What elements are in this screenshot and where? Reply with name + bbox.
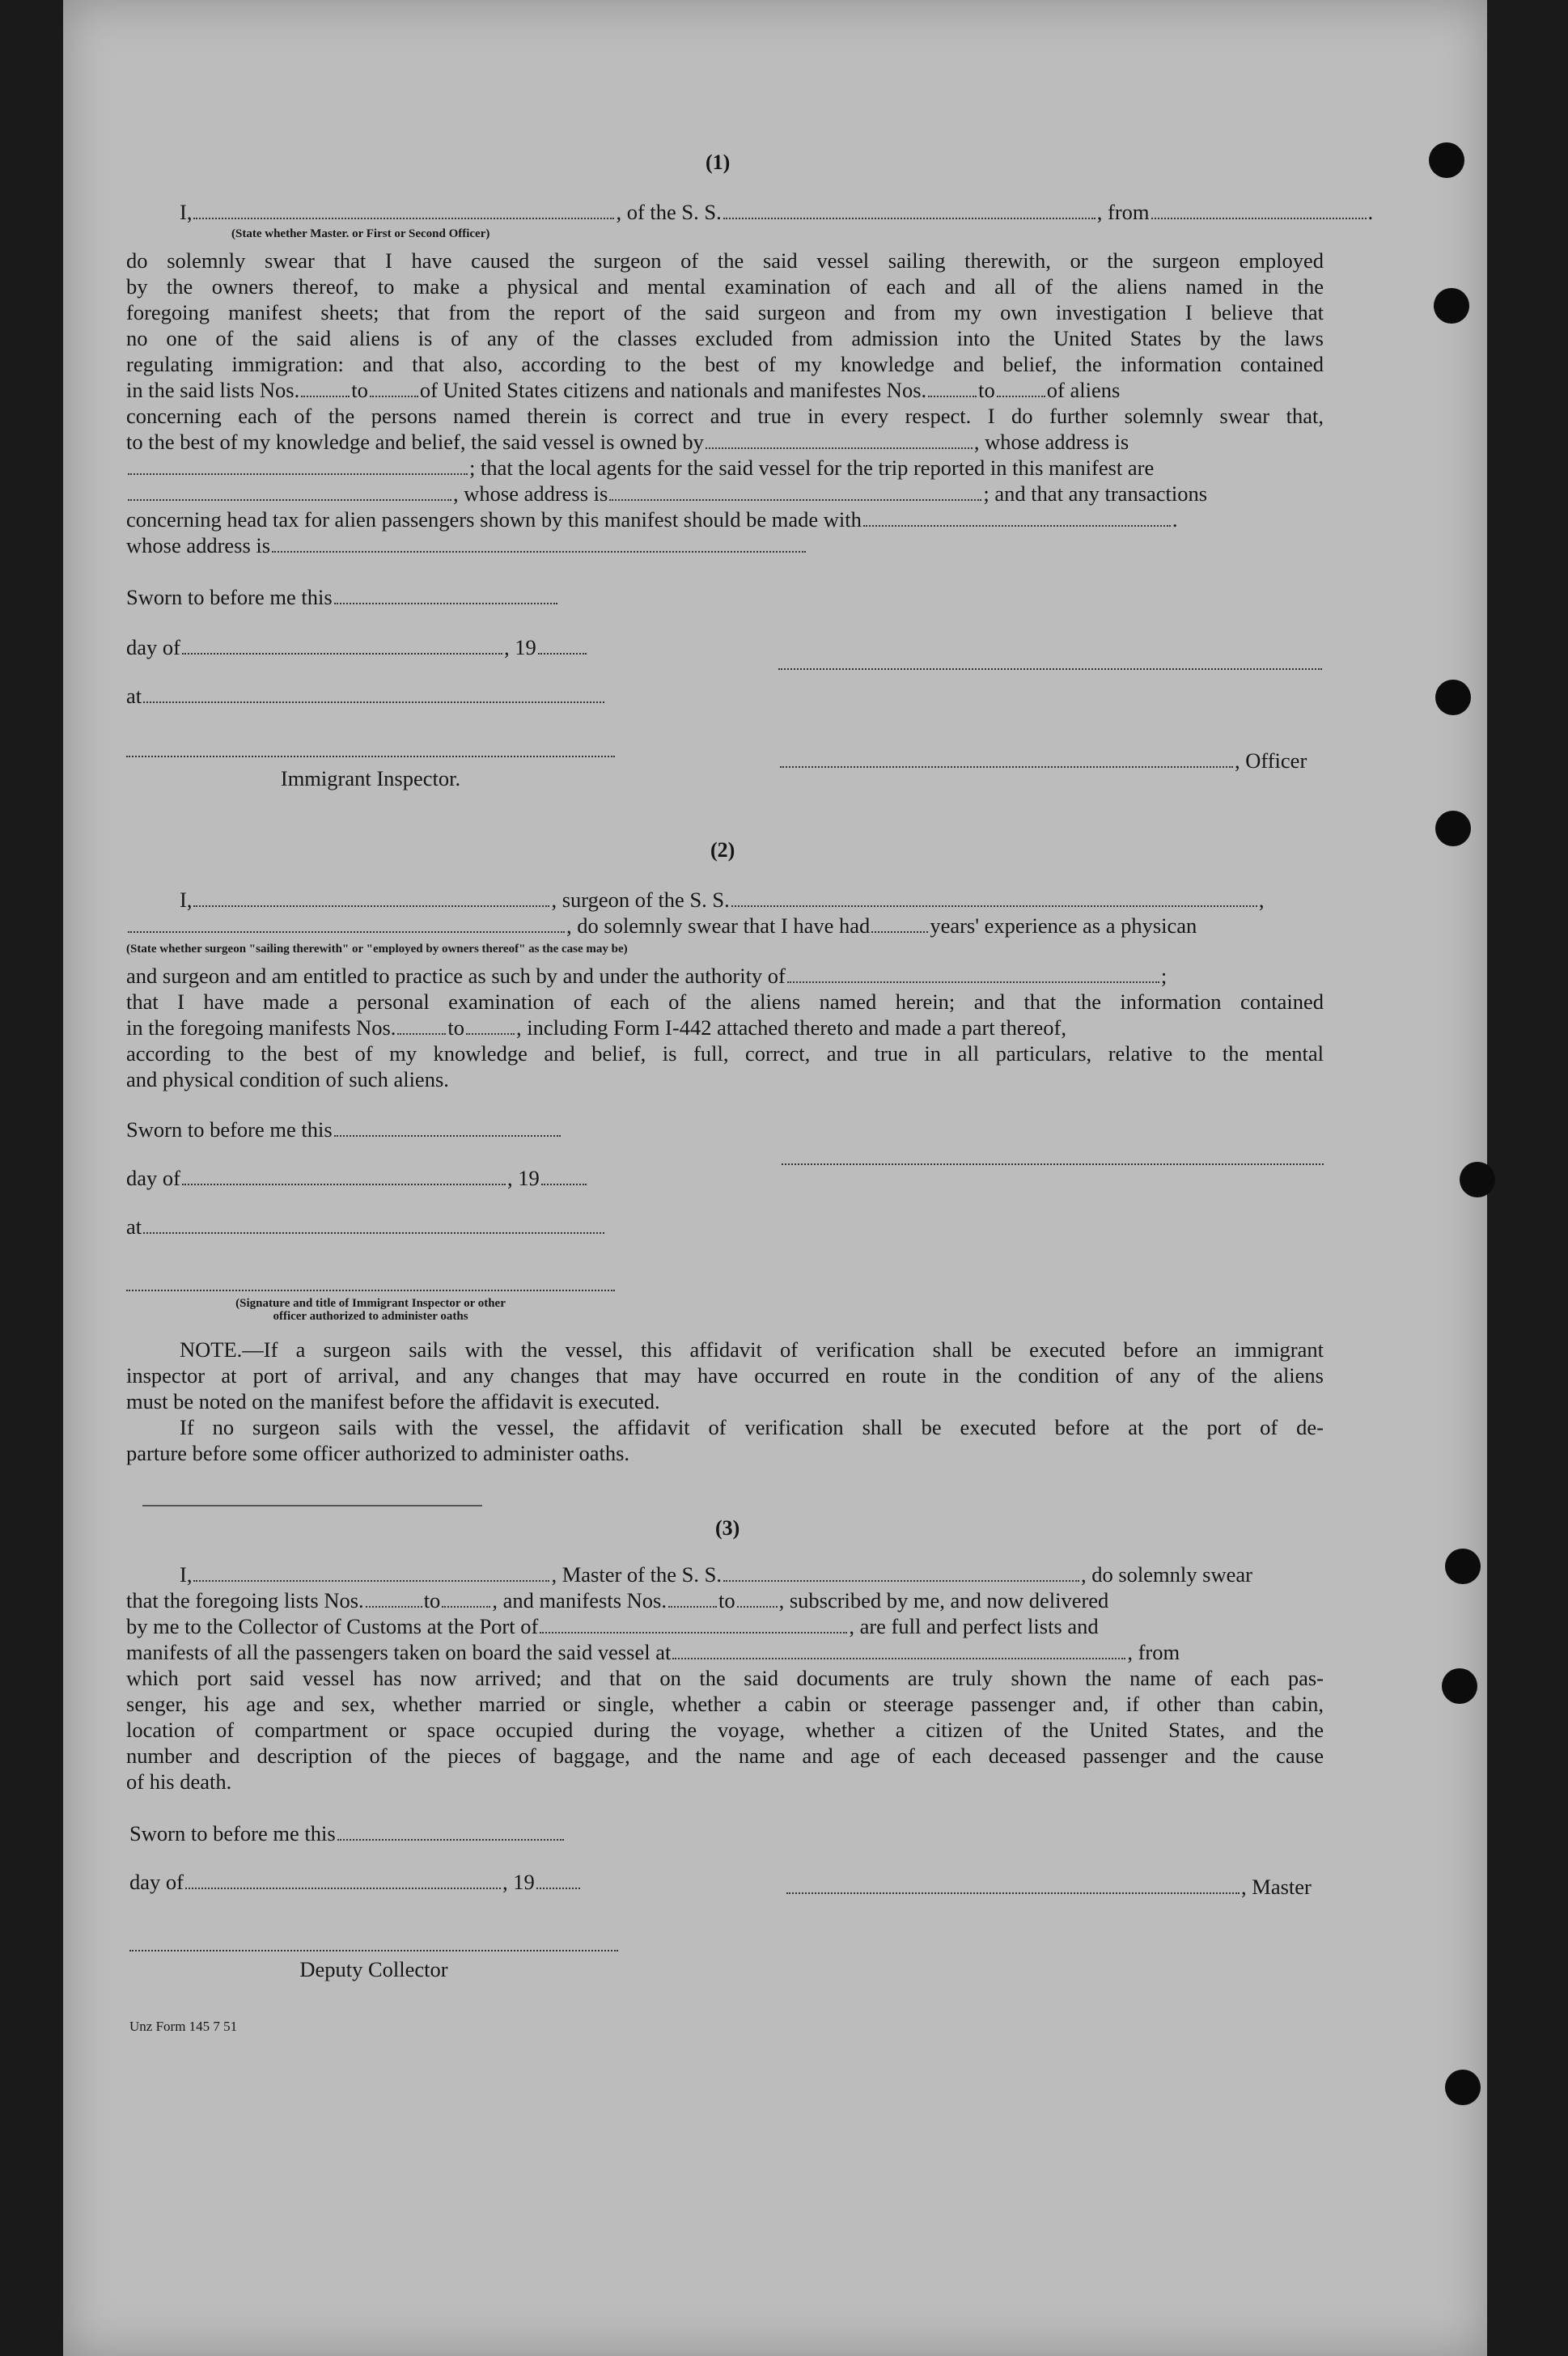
authority-line: and surgeon and am entitled to practice as such by and under the authority of ; bbox=[126, 964, 1168, 988]
head-tax-line: concerning head tax for alien passengers shown by this manifest should be made with . bbox=[126, 507, 1178, 532]
section-1-number: (1) bbox=[706, 150, 731, 174]
note2-line-1: If no surgeon sails with the vessel, the affidavit of verification shall be executed before at the port of de- bbox=[180, 1415, 1324, 1439]
s2-sworn: Sworn to before me this bbox=[126, 1117, 562, 1142]
lists-line: in the said lists Nos. to of United States citizens and nationals and manifestes Nos. to of aliens bbox=[126, 378, 1121, 402]
i-label: I, bbox=[180, 200, 193, 224]
s2-line1: I, , surgeon of the S. S. , bbox=[180, 888, 1265, 912]
section-divider bbox=[142, 1505, 482, 1506]
owned-line: to the best of my knowledge and belief, the said vessel is owned by , whose address is bbox=[126, 430, 1129, 454]
section-1-body: do solemnly swear that I have caused the surgeon of the said vessel sailing therewith, or the surgeon employed by the owners thereof, to make a physical and mental examination of each and all of the aliens named in the foregoing manifest sheets; that from the report of the said surgeon and from my own investigation I believe that no one of the said aliens is of any of the classes excluded from admission into the United States by the laws regulating immigration: and that also, according to the best of my knowledge and belief, the information contained in the said lists Nos. to of United States citizens and nationals and manifestes Nos. to of aliens concerning each of the persons named therein is correct and true in every respect. I do further solemnly swear that, to the best of my knowledge and belief, the said vessel is owned by , whose address is ; that the local agents for the said vessel for the trip reported in this manifest are , whose address is ; and that any transactions concerning head tax for alien passengers shown by this manifest should be made with . whose address is bbox=[126, 248, 1324, 557]
note2-line-2: parture before some officer authorized to administer oaths. bbox=[126, 1441, 630, 1465]
whose-address-line: whose address is bbox=[126, 532, 1324, 558]
agents-address-line: , whose address is ; and that any transactions bbox=[126, 481, 1324, 506]
punch-hole bbox=[1435, 680, 1471, 715]
s1-day-of: day of , 19 bbox=[126, 634, 588, 660]
of-ss-label: , of the S. S. bbox=[616, 200, 722, 224]
s2-at: at bbox=[126, 1214, 606, 1239]
note-line-2: inspector at port of arrival, and any changes that may have occurred en route in the condition of any of the aliens bbox=[126, 1363, 1324, 1388]
note-line-1: NOTE.—If a surgeon sails with the vessel, this affidavit of verification shall be executed before an immigrant bbox=[180, 1337, 1324, 1362]
section-3-number: (3) bbox=[715, 1516, 740, 1540]
s3-sworn: Sworn to before me this bbox=[129, 1820, 566, 1846]
section-1-line1: I, , of the S. S. , from . bbox=[180, 200, 1374, 224]
s1-officer-line: , Officer bbox=[778, 748, 1307, 773]
section-2-number: (2) bbox=[710, 838, 735, 862]
s3-master-line: , Master bbox=[785, 1874, 1312, 1900]
surgeon-note: (State whether surgeon "sailing therewith" or "employed by owners thereof" as the case may be) bbox=[126, 943, 628, 956]
s2-signature-line bbox=[782, 1163, 1324, 1165]
s3-line4: manifests of all the passengers taken on board the said vessel at , from bbox=[126, 1640, 1180, 1664]
punch-hole bbox=[1460, 1162, 1495, 1197]
punch-hole bbox=[1445, 1549, 1481, 1584]
manifests-line: in the foregoing manifests Nos. to , including Form I-442 attached thereto and made a part thereof, bbox=[126, 1015, 1066, 1040]
agents-line: ; that the local agents for the said vessel for the trip reported in this manifest are bbox=[126, 455, 1324, 481]
form-number: Unz Form 145 7 51 bbox=[129, 2019, 238, 2034]
officer-note: (State whether Master. or First or Second Officer) bbox=[231, 227, 490, 240]
s3-line2: that the foregoing lists Nos. to , and manifests Nos. to , subscribed by me, and now delivered bbox=[126, 1588, 1109, 1612]
s2-day-of: day of , 19 bbox=[126, 1165, 588, 1191]
s2-inspector-line bbox=[126, 1290, 615, 1291]
immigrant-inspector-label: Immigrant Inspector. bbox=[280, 766, 461, 790]
s1-signature-line bbox=[778, 668, 1322, 670]
s1-at: at bbox=[126, 683, 606, 709]
note-line-3: must be noted on the manifest before the affidavit is executed. bbox=[126, 1389, 660, 1413]
from-label: , from bbox=[1096, 200, 1150, 224]
punch-hole bbox=[1435, 811, 1471, 846]
punch-hole bbox=[1434, 288, 1469, 324]
punch-hole bbox=[1445, 2070, 1481, 2105]
deputy-collector-label: Deputy Collector bbox=[299, 1957, 448, 1981]
s1-sworn: Sworn to before me this bbox=[126, 584, 559, 610]
s3-collector-line bbox=[129, 1950, 618, 1951]
s3-day-of: day of , 19 bbox=[129, 1869, 582, 1895]
punch-hole bbox=[1442, 1668, 1477, 1704]
s1-inspector-line bbox=[126, 756, 615, 757]
s2-line2: , do solemnly swear that I have had years' experience as a physican bbox=[126, 913, 1197, 939]
punch-hole bbox=[1429, 142, 1464, 178]
s3-line1: I, , Master of the S. S. , do solemnly swear bbox=[180, 1562, 1252, 1587]
s3-line3: by me to the Collector of Customs at the Port of , are full and perfect lists and bbox=[126, 1614, 1099, 1638]
